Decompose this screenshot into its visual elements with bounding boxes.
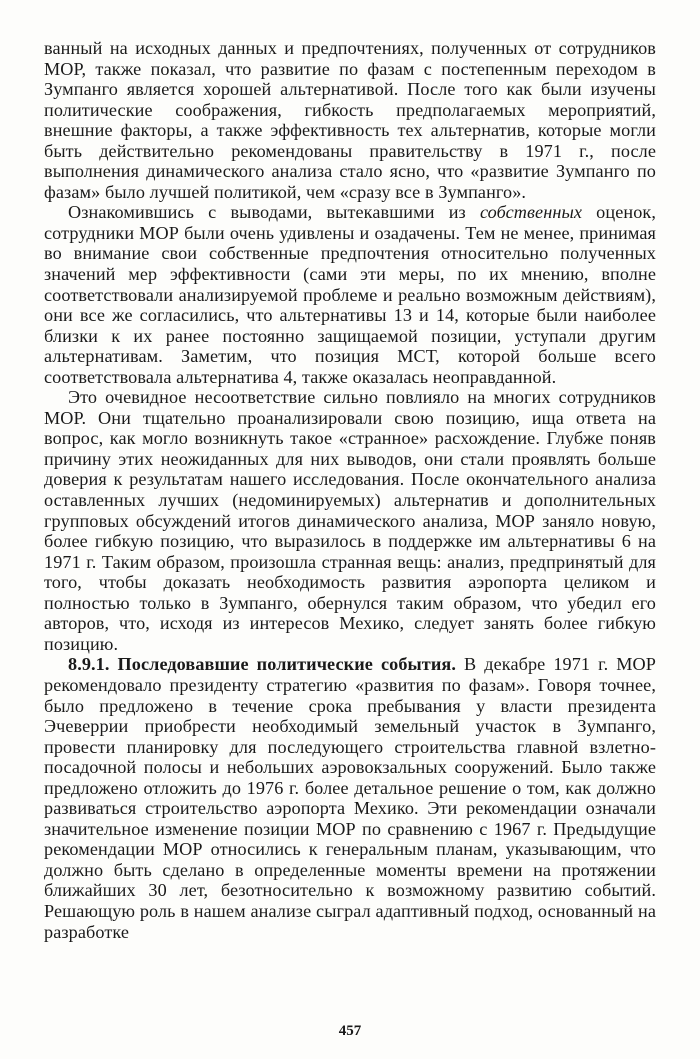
paragraph-section-8-9-1 — [44, 654, 656, 942]
paragraph-own-estimates — [44, 202, 656, 387]
paragraph-text: Ознакомившись с выводами, вытекавшими из — [68, 202, 480, 223]
body-text — [44, 38, 656, 942]
paragraph-text: В декабре 1971 г. МОР рекомендовало президенту стратегию «развития по фазам». Говоря точнее, было предложено в течение срока пребывания у власти президента Эчеверрии приобрести необходимый земельный участок в Зумпанго, провести планировку для последующего строительства главной взлетно-посадочной полосы и небольших аэровокзальных сооружений. Было также предложено отложить до 1976 г. более детальное решение о том, как должно развиваться строительство аэропорта Мехико. Эти рекомендации означали значительное изменение позиции МОР по сравнению с 1967 г. Предыдущие рекомендации МОР относились к генеральным планам, указывающим, что должно быть сделано в определенные моменты времени на протяжении ближайших 30 лет, безотносительно к возможному развитию событий. Решающую роль в нашем анализе сыграл адаптивный подход, основанный на разработке — [44, 654, 656, 942]
paragraph-discrepancy: Это очевидное несоответствие сильно повлияло на многих сотрудников МОР. Они тщательно проанализировали свою позицию, ища ответа на вопрос, как могло возникнуть такое «странное» расхождение. Глубже поняв причину этих неожиданных для них выводов, они стали проявлять больше доверия к результатам нашего исследования. После окончательного анализа оставленных лучших (недоминируемых) альтернатив и дополнительных групповых обсуждений итогов динамического анализа, МОР заняло новую, более гибкую позицию, что выразилось в поддержке им альтернативы 6 на 1971 г. Таким образом, произошла странная вещь: анализ, предпринятый для того, чтобы доказать необходимость развития аэропорта целиком и полностью только в Зумпанго, обернулся таким образом, что убедил его авторов, что, исходя из интересов Мехико, следует занять более гибкую позицию. — [44, 387, 656, 654]
emphasized-word: собственных — [479, 202, 583, 223]
paragraph-text: оценок, сотрудники МОР были очень удивлены и озадачены. Тем не менее, принимая во внимание свои собственные предпочтения относительно полученных значений мер эффективности (сами эти меры, по их мнению, вполне соответствовали анализируемой проблеме и реально возможным действиям), они все же согласились, что альтернативы 13 и 14, которые были наиболее близки к их ранее постоянно защищаемой позиции, уступали другим альтернативам. Заметим, что позиция МСТ, которой больше всего соответствовала альтернатива 4, также оказалась неоправданной. — [44, 202, 656, 387]
page-number: 457 — [338, 1023, 362, 1039]
section-heading: 8.9.1. Последовавшие политические события. — [68, 654, 457, 675]
paragraph-continuation: ванный на исходных данных и предпочтениях, полученных от сотрудников МОР, также показал, что развитие по фазам с постепенным переходом в Зумпанго является хорошей альтернативой. После того как были изучены политические соображения, гибкость предполагаемых мероприятий, внешние факторы, а также эффективность тех альтернатив, которые могли быть действительно рекомендованы правительству в 1971 г., после выполнения динамического анализа стало ясно, что «развитие Зумпанго по фазам» было лучшей политикой, чем «сразу все в Зумпанго». — [44, 38, 656, 202]
